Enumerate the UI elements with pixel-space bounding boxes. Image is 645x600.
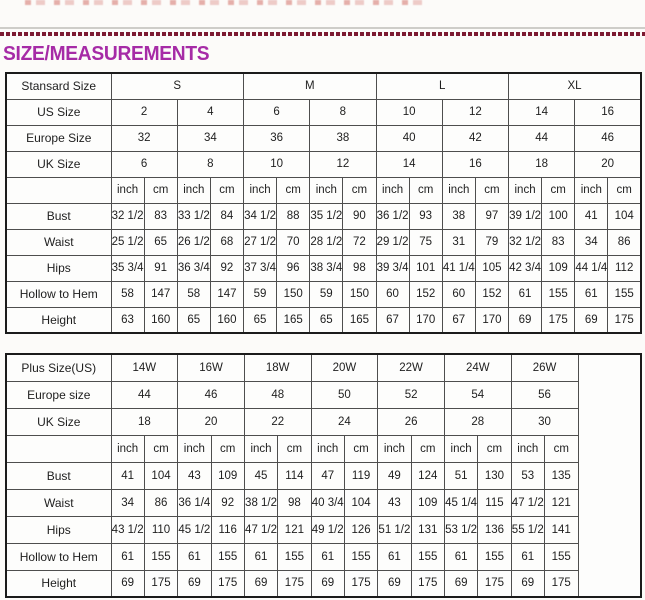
unit-cell: cm: [211, 435, 244, 462]
row-label-cell: UK Size: [6, 408, 111, 435]
value-cell: 53 1/2: [444, 516, 477, 543]
value-cell: 61: [444, 543, 477, 570]
row-label-cell: Hips: [6, 516, 111, 543]
size-cell: 18: [509, 151, 575, 177]
size-cell: 8: [310, 99, 376, 125]
unit-cell: inch: [511, 435, 544, 462]
unit-cell: cm: [344, 435, 377, 462]
value-cell: 43: [178, 462, 211, 489]
value-cell: 47 1/2: [511, 489, 544, 516]
row-label-cell: Height: [6, 570, 111, 597]
value-cell: 60: [376, 281, 409, 307]
unit-cell: inch: [378, 435, 411, 462]
size-cell: M: [244, 73, 377, 99]
size-cell: 54: [444, 381, 511, 408]
unit-cell: inch: [311, 435, 344, 462]
value-cell: 112: [608, 255, 641, 281]
size-cell: 24: [311, 408, 378, 435]
value-cell: 86: [144, 489, 177, 516]
value-cell: 33 1/2: [177, 203, 210, 229]
value-cell: 96: [277, 255, 310, 281]
size-cell: 40: [376, 125, 442, 151]
value-cell: 34: [575, 229, 608, 255]
unit-cell: inch: [444, 435, 477, 462]
value-cell: 69: [178, 570, 211, 597]
header-row: [6, 99, 641, 125]
value-cell: 155: [544, 543, 578, 570]
value-cell: 110: [144, 516, 177, 543]
value-cell: 27 1/2: [244, 229, 277, 255]
value-cell: 61: [111, 543, 144, 570]
value-cell: 105: [475, 255, 508, 281]
unit-cell: cm: [608, 177, 641, 203]
page-title: SIZE/MEASUREMENTS: [3, 43, 210, 65]
measurement-row: [6, 281, 641, 307]
measurement-row: [6, 462, 641, 489]
value-cell: 147: [144, 281, 177, 307]
value-cell: 69: [511, 570, 544, 597]
value-cell: 61: [511, 543, 544, 570]
unit-cell: cm: [277, 177, 310, 203]
plus-size-table: [5, 353, 642, 598]
unit-cell: inch: [376, 177, 409, 203]
value-cell: 44 1/4: [575, 255, 608, 281]
value-cell: 38 3/4: [310, 255, 343, 281]
value-cell: 47 1/2: [244, 516, 277, 543]
value-cell: 51: [444, 462, 477, 489]
unit-cell: cm: [411, 435, 444, 462]
size-cell: 16: [575, 99, 641, 125]
value-cell: 67: [376, 307, 409, 333]
value-cell: 70: [277, 229, 310, 255]
value-cell: 119: [344, 462, 377, 489]
size-cell: 20W: [311, 354, 378, 381]
unit-cell: cm: [475, 177, 508, 203]
size-cell: 26: [378, 408, 445, 435]
header-row: [6, 125, 641, 151]
value-cell: 49: [378, 462, 411, 489]
row-label-cell: Bust: [6, 462, 111, 489]
unit-cell: cm: [144, 177, 177, 203]
value-cell: 39 3/4: [376, 255, 409, 281]
value-cell: 83: [542, 229, 575, 255]
size-cell: 22: [244, 408, 311, 435]
value-cell: 43 1/2: [111, 516, 144, 543]
row-label-cell: US Size: [6, 99, 111, 125]
value-cell: 83: [144, 203, 177, 229]
value-cell: 130: [478, 462, 511, 489]
value-cell: 124: [411, 462, 444, 489]
value-cell: 47: [311, 462, 344, 489]
value-cell: 170: [475, 307, 508, 333]
value-cell: 90: [343, 203, 376, 229]
size-cell: 26W: [511, 354, 578, 381]
size-cell: 52: [378, 381, 445, 408]
value-cell: 32 1/2: [111, 203, 144, 229]
value-cell: 155: [211, 543, 244, 570]
value-cell: 175: [144, 570, 177, 597]
dashed-divider-line: [0, 32, 645, 36]
size-cell: 14W: [111, 354, 178, 381]
value-cell: 60: [442, 281, 475, 307]
value-cell: 97: [475, 203, 508, 229]
size-cell: 16W: [178, 354, 245, 381]
value-cell: 160: [210, 307, 243, 333]
header-row: [6, 381, 641, 408]
unit-row: [6, 177, 641, 203]
value-cell: 55 1/2: [511, 516, 544, 543]
size-cell: 4: [177, 99, 243, 125]
unit-cell: inch: [244, 435, 277, 462]
header-row: [6, 151, 641, 177]
value-cell: 36 3/4: [177, 255, 210, 281]
value-cell: 43: [378, 489, 411, 516]
row-label-cell: Europe Size: [6, 125, 111, 151]
size-cell: 8: [177, 151, 243, 177]
size-cell: 6: [244, 99, 310, 125]
value-cell: 41 1/4: [442, 255, 475, 281]
header-row: [6, 354, 641, 381]
thin-divider-line: [0, 27, 645, 29]
row-label-cell: Europe size: [6, 381, 111, 408]
value-cell: 155: [478, 543, 511, 570]
unit-cell: cm: [478, 435, 511, 462]
value-cell: 175: [411, 570, 444, 597]
value-cell: 61: [244, 543, 277, 570]
value-cell: 69: [378, 570, 411, 597]
value-cell: 121: [278, 516, 311, 543]
unit-cell: inch: [575, 177, 608, 203]
value-cell: 155: [344, 543, 377, 570]
measurement-row: [6, 516, 641, 543]
size-cell: 18W: [244, 354, 311, 381]
unit-cell: cm: [409, 177, 442, 203]
value-cell: 29 1/2: [376, 229, 409, 255]
value-cell: 69: [311, 570, 344, 597]
value-cell: 38: [442, 203, 475, 229]
row-label-cell: [6, 177, 111, 203]
value-cell: 100: [542, 203, 575, 229]
size-cell: 34: [177, 125, 243, 151]
value-cell: 88: [277, 203, 310, 229]
value-cell: 175: [544, 570, 578, 597]
measurement-row: [6, 229, 641, 255]
value-cell: 155: [411, 543, 444, 570]
value-cell: 58: [177, 281, 210, 307]
unit-cell: inch: [177, 177, 210, 203]
measurement-row: [6, 255, 641, 281]
size-cell: 48: [244, 381, 311, 408]
value-cell: 155: [278, 543, 311, 570]
value-cell: 150: [277, 281, 310, 307]
value-cell: 104: [344, 489, 377, 516]
size-cell: 12: [442, 99, 508, 125]
unit-cell: cm: [144, 435, 177, 462]
size-cell: 16: [442, 151, 508, 177]
value-cell: 68: [210, 229, 243, 255]
value-cell: 109: [411, 489, 444, 516]
value-cell: 152: [475, 281, 508, 307]
value-cell: 86: [608, 229, 641, 255]
value-cell: 35 1/2: [310, 203, 343, 229]
value-cell: 69: [244, 570, 277, 597]
value-cell: 160: [144, 307, 177, 333]
size-cell: L: [376, 73, 509, 99]
value-cell: 175: [211, 570, 244, 597]
value-cell: 41: [111, 462, 144, 489]
value-cell: 115: [478, 489, 511, 516]
size-cell: 12: [310, 151, 376, 177]
value-cell: 61: [575, 281, 608, 307]
value-cell: 98: [343, 255, 376, 281]
value-cell: 170: [409, 307, 442, 333]
unit-cell: inch: [111, 435, 144, 462]
value-cell: 51 1/2: [378, 516, 411, 543]
value-cell: 152: [409, 281, 442, 307]
measurement-row: [6, 203, 641, 229]
size-cell: S: [111, 73, 244, 99]
value-cell: 61: [178, 543, 211, 570]
value-cell: 175: [542, 307, 575, 333]
value-cell: 40 3/4: [311, 489, 344, 516]
unit-cell: inch: [310, 177, 343, 203]
value-cell: 131: [411, 516, 444, 543]
size-cell: 28: [444, 408, 511, 435]
value-cell: 155: [144, 543, 177, 570]
value-cell: 155: [608, 281, 641, 307]
value-cell: 42 3/4: [509, 255, 542, 281]
unit-cell: cm: [544, 435, 578, 462]
unit-cell: inch: [442, 177, 475, 203]
value-cell: 65: [144, 229, 177, 255]
unit-cell: cm: [542, 177, 575, 203]
measurement-row: [6, 543, 641, 570]
value-cell: 58: [111, 281, 144, 307]
value-cell: 147: [210, 281, 243, 307]
value-cell: 36 1/4: [178, 489, 211, 516]
size-cell: 14: [509, 99, 575, 125]
row-label-cell: Hollow to Hem: [6, 543, 111, 570]
value-cell: 79: [475, 229, 508, 255]
value-cell: 45 1/4: [444, 489, 477, 516]
value-cell: 28 1/2: [310, 229, 343, 255]
unit-cell: cm: [210, 177, 243, 203]
value-cell: 121: [544, 489, 578, 516]
size-cell: 38: [310, 125, 376, 151]
value-cell: 69: [111, 570, 144, 597]
row-label-cell: Stansard Size: [6, 73, 111, 99]
row-label-cell: Plus Size(US): [6, 354, 111, 381]
unit-cell: inch: [244, 177, 277, 203]
size-cell: 6: [111, 151, 177, 177]
value-cell: 34 1/2: [244, 203, 277, 229]
value-cell: 26 1/2: [177, 229, 210, 255]
unit-cell: cm: [343, 177, 376, 203]
size-cell: 14: [376, 151, 442, 177]
value-cell: 165: [343, 307, 376, 333]
row-label-cell: Hips: [6, 255, 111, 281]
value-cell: 141: [544, 516, 578, 543]
measurement-row: [6, 307, 641, 333]
size-cell: 44: [111, 381, 178, 408]
unit-cell: cm: [278, 435, 311, 462]
value-cell: 155: [542, 281, 575, 307]
size-cell: 22W: [378, 354, 445, 381]
value-cell: 150: [343, 281, 376, 307]
value-cell: 92: [211, 489, 244, 516]
value-cell: 116: [211, 516, 244, 543]
size-cell: 18: [111, 408, 178, 435]
size-cell: 10: [244, 151, 310, 177]
header-row: [6, 73, 641, 99]
value-cell: 104: [608, 203, 641, 229]
value-cell: 63: [111, 307, 144, 333]
row-label-cell: Waist: [6, 489, 111, 516]
value-cell: 69: [444, 570, 477, 597]
measurement-row: [6, 570, 641, 597]
row-label-cell: [6, 435, 111, 462]
value-cell: 98: [278, 489, 311, 516]
row-label-cell: Height: [6, 307, 111, 333]
row-label-cell: Hollow to Hem: [6, 281, 111, 307]
value-cell: 34: [111, 489, 144, 516]
value-cell: 32 1/2: [509, 229, 542, 255]
size-cell: 20: [178, 408, 245, 435]
empty-cell: [578, 354, 641, 597]
value-cell: 39 1/2: [509, 203, 542, 229]
size-cell: 46: [178, 381, 245, 408]
unit-cell: inch: [178, 435, 211, 462]
size-cell: 24W: [444, 354, 511, 381]
value-cell: 65: [244, 307, 277, 333]
value-cell: 61: [509, 281, 542, 307]
value-cell: 59: [244, 281, 277, 307]
size-cell: 46: [575, 125, 641, 151]
value-cell: 69: [509, 307, 542, 333]
value-cell: 165: [277, 307, 310, 333]
size-cell: XL: [509, 73, 642, 99]
size-cell: 32: [111, 125, 177, 151]
value-cell: 91: [144, 255, 177, 281]
size-cell: 20: [575, 151, 641, 177]
value-cell: 36 1/2: [376, 203, 409, 229]
value-cell: 72: [343, 229, 376, 255]
value-cell: 53: [511, 462, 544, 489]
unit-row: [6, 435, 641, 462]
value-cell: 175: [478, 570, 511, 597]
size-cell: 2: [111, 99, 177, 125]
size-cell: 42: [442, 125, 508, 151]
value-cell: 69: [575, 307, 608, 333]
unit-cell: inch: [509, 177, 542, 203]
value-cell: 31: [442, 229, 475, 255]
value-cell: 126: [344, 516, 377, 543]
size-cell: 50: [311, 381, 378, 408]
value-cell: 38 1/2: [244, 489, 277, 516]
row-label-cell: Waist: [6, 229, 111, 255]
value-cell: 175: [278, 570, 311, 597]
value-cell: 65: [310, 307, 343, 333]
value-cell: 175: [344, 570, 377, 597]
size-cell: 30: [511, 408, 578, 435]
unit-cell: inch: [111, 177, 144, 203]
size-cell: 44: [509, 125, 575, 151]
cropped-text-remnant: [25, 0, 430, 5]
value-cell: 61: [378, 543, 411, 570]
size-cell: 10: [376, 99, 442, 125]
size-cell: 36: [244, 125, 310, 151]
value-cell: 136: [478, 516, 511, 543]
value-cell: 35 3/4: [111, 255, 144, 281]
value-cell: 59: [310, 281, 343, 307]
row-label-cell: UK Size: [6, 151, 111, 177]
value-cell: 104: [144, 462, 177, 489]
header-row: [6, 408, 641, 435]
value-cell: 61: [311, 543, 344, 570]
value-cell: 101: [409, 255, 442, 281]
value-cell: 92: [210, 255, 243, 281]
standard-size-table: [5, 72, 642, 334]
value-cell: 75: [409, 229, 442, 255]
value-cell: 93: [409, 203, 442, 229]
row-label-cell: Bust: [6, 203, 111, 229]
value-cell: 45: [244, 462, 277, 489]
value-cell: 135: [544, 462, 578, 489]
value-cell: 114: [278, 462, 311, 489]
value-cell: 109: [542, 255, 575, 281]
value-cell: 65: [177, 307, 210, 333]
measurement-row: [6, 489, 641, 516]
value-cell: 41: [575, 203, 608, 229]
value-cell: 45 1/2: [178, 516, 211, 543]
size-cell: 56: [511, 381, 578, 408]
value-cell: 49 1/2: [311, 516, 344, 543]
value-cell: 109: [211, 462, 244, 489]
value-cell: 84: [210, 203, 243, 229]
value-cell: 37 3/4: [244, 255, 277, 281]
value-cell: 175: [608, 307, 641, 333]
value-cell: 67: [442, 307, 475, 333]
value-cell: 25 1/2: [111, 229, 144, 255]
